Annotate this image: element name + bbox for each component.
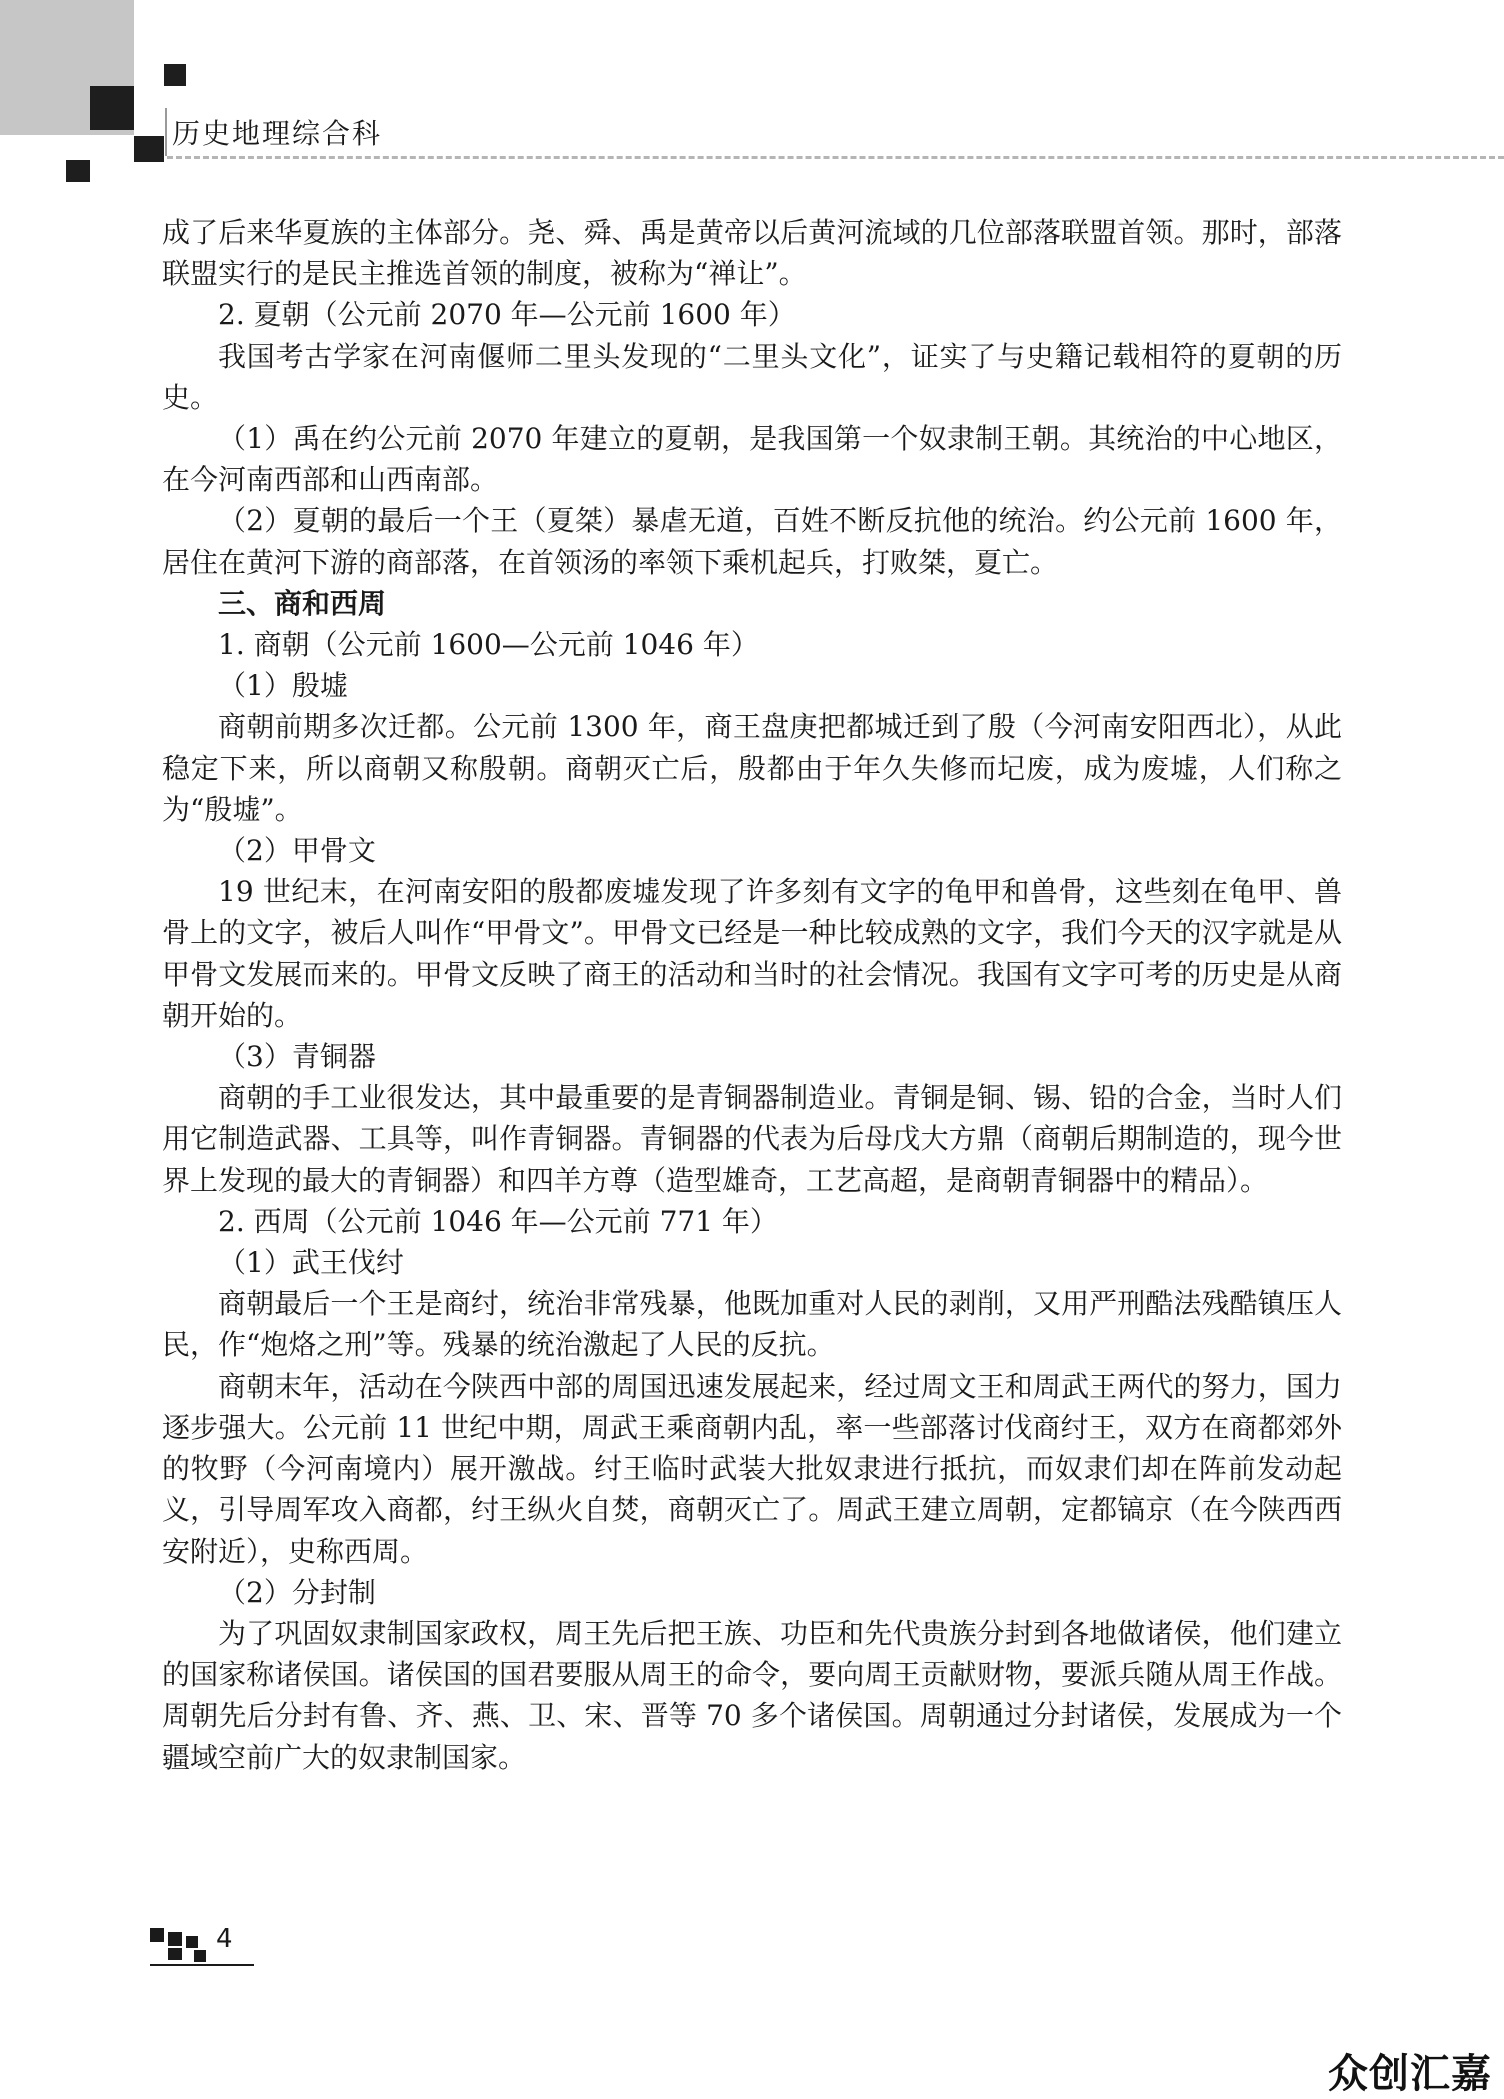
subheading: （1）殷墟 <box>218 669 348 703</box>
subheading: 2. 夏朝（公元前 2070 年—公元前 1600 年） <box>218 298 796 332</box>
paragraph: （1）禹在约公元前 2070 年建立的夏朝，是我国第一个奴隶制王朝。其统治的中心地区，在今河南西部和山西南部。 <box>162 422 1342 497</box>
paragraph: 商朝前期多次迁都。公元前 1300 年，商王盘庚把都城迁到了殷（今河南安阳西北），从此稳定下来，所以商朝又称殷朝。商朝灭亡后，殷都由于年久失修而圮废，成为废墟，人们称之为“殷墟”。 <box>162 710 1342 826</box>
subheading: 1. 商朝（公元前 1600—公元前 1046 年） <box>218 628 759 662</box>
paragraph: 19 世纪末，在河南安阳的殷都废墟发现了许多刻有文字的龟甲和兽骨，这些刻在龟甲、兽骨上的文字，被后人叫作“甲骨文”。甲骨文已经是一种比较成熟的文字，我们今天的汉字就是从甲骨文发展而来的。甲骨文反映了商王的活动和当时的社会情况。我国有文字可考的历史是从商朝开始的。 <box>162 875 1342 1032</box>
book-title: 历史地理综合科 <box>172 117 383 150</box>
subheading: （2）甲骨文 <box>218 834 376 868</box>
subheading: 2. 西周（公元前 1046 年—公元前 771 年） <box>218 1204 778 1238</box>
paragraph: 商朝最后一个王是商纣，统治非常残暴，他既加重对人民的剥削，又用严刑酷法残酷镇压人民，作“炮烙之刑”等。残暴的统治激起了人民的反抗。 <box>162 1287 1342 1362</box>
paragraph: （2）夏朝的最后一个王（夏桀）暴虐无道，百姓不断反抗他的统治。约公元前 1600 年，居住在黄河下游的商部落，在首领汤的率领下乘机起兵，打败桀，夏亡。 <box>162 504 1342 579</box>
footer-square-decoration <box>168 1932 182 1946</box>
header-divider <box>165 108 167 156</box>
paragraph: 商朝的手工业很发达，其中最重要的是青铜器制造业。青铜是铜、锡、铅的合金，当时人们用它制造武器、工具等，叫作青铜器。青铜器的代表为后母戊大方鼎（商朝后期制造的，现今世界上发现的最大的青铜器）和四羊方尊（造型雄奇，工艺高超，是商朝青铜器中的精品）。 <box>162 1081 1342 1197</box>
watermark-logo: 众创汇嘉 <box>1328 2051 1492 2097</box>
footer-square-decoration <box>186 1936 198 1948</box>
header-square-decoration <box>164 64 186 86</box>
footer-square-decoration <box>150 1928 164 1942</box>
page-body <box>162 212 1342 1778</box>
subheading: （2）分封制 <box>218 1575 376 1609</box>
footer-square-decoration <box>168 1948 182 1960</box>
paragraph: 为了巩固奴隶制国家政权，周王先后把王族、功臣和先代贵族分封到各地做诸侯，他们建立的国家称诸侯国。诸侯国的国君要服从周王的命令，要向周王贡献财物，要派兵随从周王作战。周朝先后分封有鲁、齐、燕、卫、宋、晋等 70 多个诸侯国。周朝通过分封诸侯，发展成为一个疆域空前广大的奴隶制国家。 <box>162 1616 1342 1774</box>
section-heading: 三、商和西周 <box>218 586 387 620</box>
footer-square-decoration <box>194 1950 206 1962</box>
header-square-decoration <box>90 86 134 130</box>
paragraph: 我国考古学家在河南偃师二里头发现的“二里头文化”，证实了与史籍记载相符的夏朝的历史。 <box>162 339 1342 414</box>
header-square-decoration <box>134 136 164 162</box>
subheading: （3）青铜器 <box>218 1040 376 1074</box>
subheading: （1）武王伐纣 <box>218 1246 404 1280</box>
page-number-underline <box>150 1964 254 1966</box>
paragraph: 商朝末年，活动在今陕西中部的周国迅速发展起来，经过周文王和周武王两代的努力，国力逐步强大。公元前 11 世纪中期，周武王乘商朝内乱，率一些部落讨伐商纣王，双方在商都郊外的牧野（今河南境内）展开激战。纣王临时武装大批奴隶进行抵抗，而奴隶们却在阵前发动起义，引导周军攻入商都，纣王纵火自焚，商朝灭亡了。周武王建立周朝，定都镐京（在今陕西西安附近），史称西周。 <box>162 1369 1342 1568</box>
header-dashed-rule <box>167 156 1504 159</box>
header-square-decoration <box>66 160 90 182</box>
paragraph-continued: 成了后来华夏族的主体部分。尧、舜、禹是黄帝以后黄河流域的几位部落联盟首领。那时，部落联盟实行的是民主推选首领的制度，被称为“禅让”。 <box>162 216 1342 291</box>
page-number: 4 <box>216 1924 233 1954</box>
